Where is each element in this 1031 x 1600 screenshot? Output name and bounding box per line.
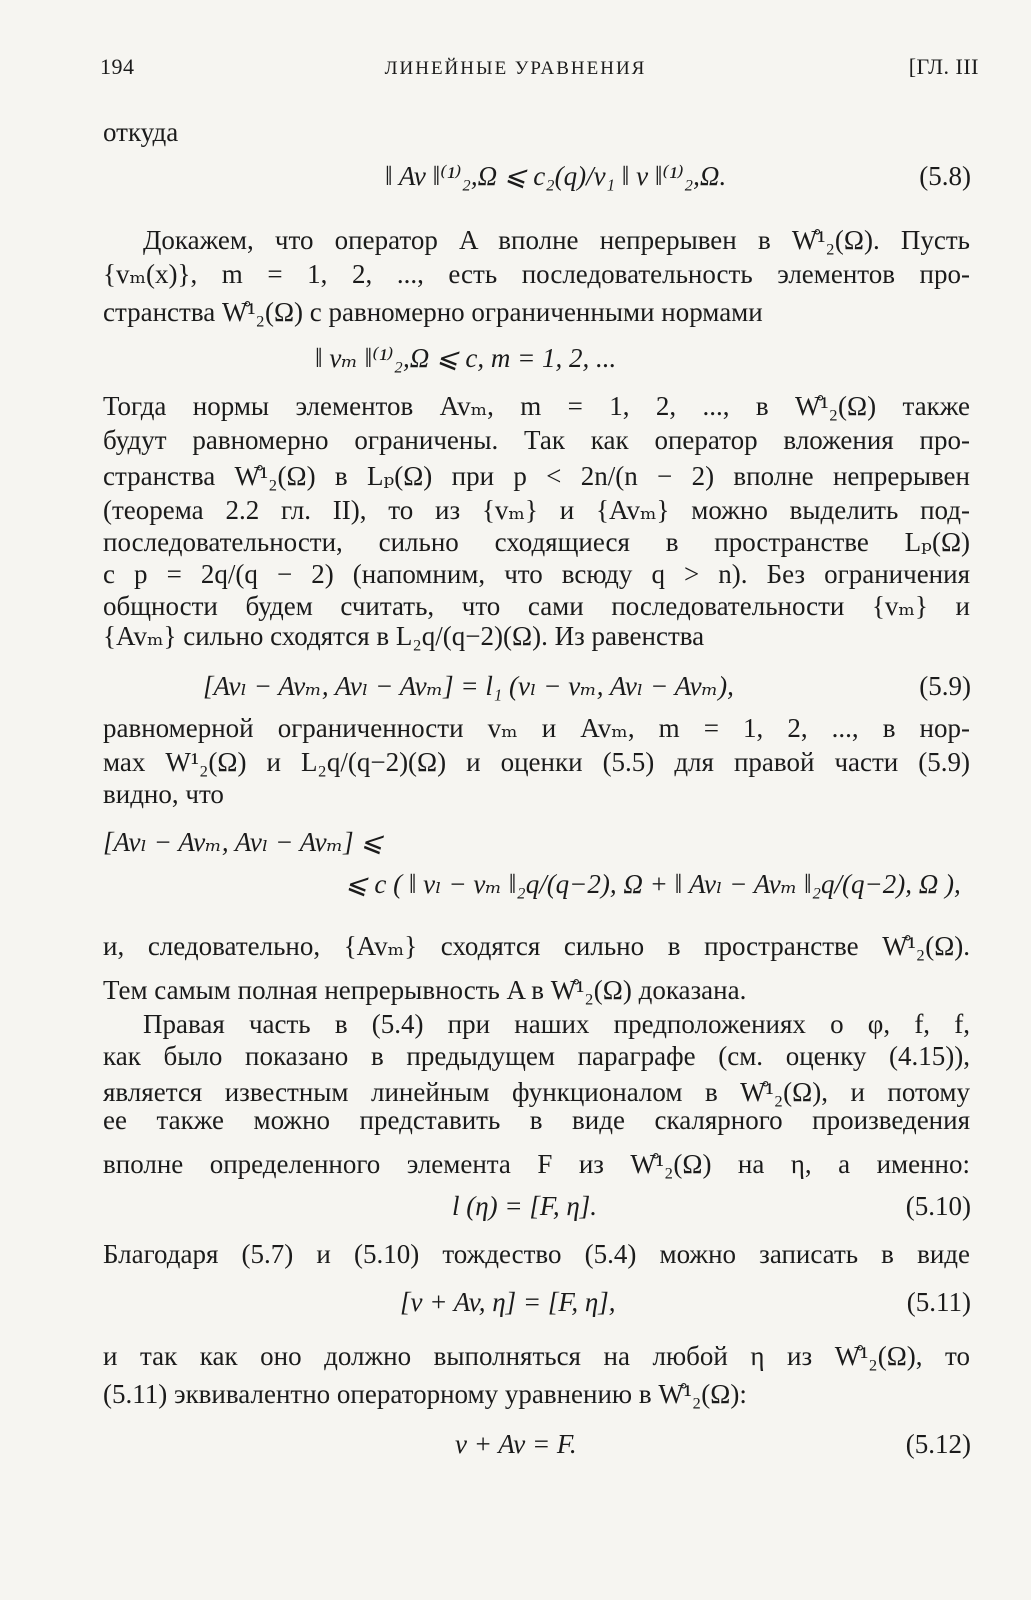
text-line: ее также можно представить в виде скалярного произведения <box>103 1105 970 1135</box>
equation-5-10: l (η) = [F, η]. <box>452 1191 598 1221</box>
text-line: Тем самым полная непрерывность A в W̊¹₂(Ω) доказана. <box>103 975 747 1005</box>
text-line: Правая часть в (5.4) при наших предположениях о φ, f, f, <box>143 1009 970 1039</box>
text-line: видно, что <box>103 779 224 809</box>
equation-inequality-line1: [Avₗ − Avₘ, Avₗ − Avₘ] ⩽ <box>103 827 384 857</box>
text-line: откуда <box>103 117 179 147</box>
text-line: странства W̊¹₂(Ω) в Lₚ(Ω) при p < 2n/(n − 2) вполне непрерывен <box>103 461 970 491</box>
equation-5-9: [Avₗ − Avₘ, Avₗ − Avₘ] = l₁ (vₗ − vₘ, Avₗ − Avₘ), <box>203 671 734 701</box>
chapter-label: [ГЛ. III <box>908 54 979 79</box>
text-line: и, следовательно, {Avₘ} сходятся сильно в пространстве W̊¹₂(Ω). <box>103 931 970 961</box>
equation-number: (5.12) <box>905 1429 971 1459</box>
text-line: мах W¹₂(Ω) и L₂q/(q−2)(Ω) и оценки (5.5) для правой части (5.9) <box>103 747 970 777</box>
text-line: с p = 2q/(q − 2) (напомним, что всюду q > n). Без ограничения <box>103 559 970 589</box>
equation-number: (5.9) <box>919 671 971 701</box>
equation-5-12: v + Av = F. <box>455 1429 577 1459</box>
text-line: Докажем, что оператор A вполне непрерывен в W̊¹₂(Ω). Пусть <box>143 225 970 255</box>
equation-number: (5.11) <box>906 1287 971 1317</box>
text-line: как было показано в предыдущем параграфе (см. оценку (4.15)), <box>103 1041 970 1071</box>
text-line: Благодаря (5.7) и (5.10) тождество (5.4) можно записать в виде <box>103 1239 970 1269</box>
equation-inequality-line2: ⩽ c ( ‖ vₗ − vₘ ‖₂q/(q−2), Ω + ‖ Avₗ − Avₘ ‖₂q/(q−2), Ω ), <box>345 869 961 899</box>
text-line: является известным линейным функционалом в W̊¹₂(Ω), и потому <box>103 1077 970 1107</box>
text-line: Тогда нормы элементов Avₘ, m = 1, 2, ..., в W̊¹₂(Ω) также <box>103 391 970 421</box>
equation-number: (5.10) <box>905 1191 971 1221</box>
equation-norm-bound: ‖ vₘ ‖⁽¹⁾₂,Ω ⩽ c, m = 1, 2, ... <box>315 343 617 373</box>
text-line: {Avₘ} сильно сходятся в L₂q/(q−2)(Ω). Из равенства <box>103 621 705 651</box>
text-line: странства W̊¹₂(Ω) с равномерно ограниченными нормами <box>103 297 763 327</box>
text-line: последовательности, сильно сходящиеся в пространстве Lₚ(Ω) <box>103 527 970 557</box>
text-line: (5.11) эквивалентно операторному уравнению в W̊¹₂(Ω): <box>103 1379 747 1409</box>
text-line: общности будем считать, что сами последовательности {vₘ} и <box>103 591 970 621</box>
page-number: 194 <box>100 54 135 79</box>
text-line: будут равномерно ограничены. Так как оператор вложения про- <box>103 425 970 455</box>
text-line: {vₘ(x)}, m = 1, 2, ..., есть последовательность элементов про- <box>103 259 970 289</box>
text-line: вполне определенного элемента F из W̊¹₂(Ω) на η, а именно: <box>103 1149 970 1179</box>
equation-number: (5.8) <box>919 161 971 191</box>
equation-5-8: ‖ Av ‖⁽¹⁾₂,Ω ⩽ c₂(q)/ν₁ ‖ v ‖⁽¹⁾₂,Ω. <box>385 161 727 191</box>
text-line: равномерной ограниченности vₘ и Avₘ, m = 1, 2, ..., в нор- <box>103 713 970 743</box>
equation-5-11: [v + Av, η] = [F, η], <box>400 1287 616 1317</box>
text-line: и так как оно должно выполняться на любой η из W̊¹₂(Ω), то <box>103 1341 970 1371</box>
running-title: ЛИНЕЙНЫЕ УРАВНЕНИЯ <box>384 58 647 79</box>
text-line: (теорема 2.2 гл. II), то из {vₘ} и {Avₘ} можно выделить под- <box>103 495 970 525</box>
